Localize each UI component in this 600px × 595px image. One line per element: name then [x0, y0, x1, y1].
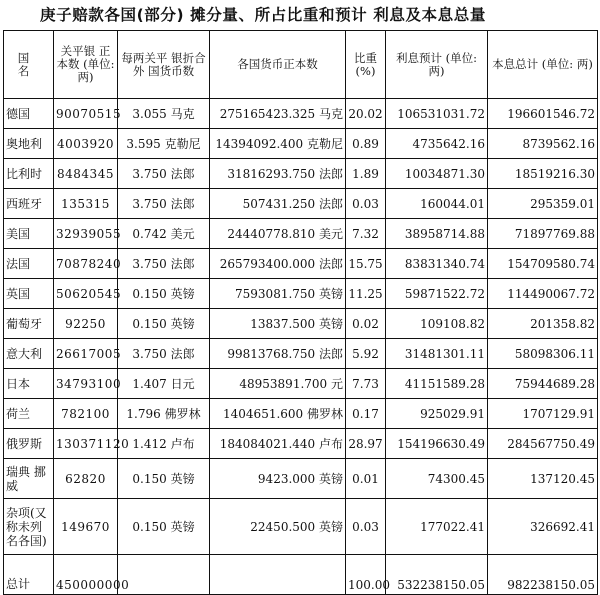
cell-country: 葡萄牙	[4, 309, 54, 339]
cell-rate: 1.796 佛罗林	[118, 399, 210, 429]
cell-currency: 275165423.325 马克	[210, 99, 346, 129]
table-row	[4, 459, 598, 499]
cell-country: 意大利	[4, 339, 54, 369]
cell-rate: 3.750 法郎	[118, 249, 210, 279]
cell-total: 75944689.28	[488, 369, 598, 399]
cell-total: 284567750.49	[488, 429, 598, 459]
table-row	[4, 309, 598, 339]
cell-currency: 31816293.750 法郎	[210, 159, 346, 189]
cell-silver: 135315	[54, 189, 118, 219]
cell-share: 28.97	[346, 429, 386, 459]
cell-rate: 0.150 英镑	[118, 459, 210, 499]
cell-total: 196601546.72	[488, 99, 598, 129]
cell-rate: 3.595 克勒尼	[118, 129, 210, 159]
cell-share: 0.01	[346, 459, 386, 499]
cell-summary-rate-empty	[118, 555, 210, 595]
cell-interest: 177022.41	[386, 499, 488, 555]
cell-interest: 10034871.30	[386, 159, 488, 189]
cell-currency: 13837.500 英镑	[210, 309, 346, 339]
cell-summary-label: 总计	[4, 555, 54, 595]
header-interest: 利息预计 (单位: 两)	[386, 31, 488, 99]
cell-silver: 782100	[54, 399, 118, 429]
cell-currency: 9423.000 英镑	[210, 459, 346, 499]
cell-silver: 149670	[54, 499, 118, 555]
table-row	[4, 99, 598, 129]
cell-currency: 265793400.000 法郎	[210, 249, 346, 279]
cell-country: 荷兰	[4, 399, 54, 429]
cell-total: 114490067.72	[488, 279, 598, 309]
cell-interest: 38958714.88	[386, 219, 488, 249]
cell-country: 奥地利	[4, 129, 54, 159]
cell-country: 比利时	[4, 159, 54, 189]
cell-share: 7.32	[346, 219, 386, 249]
cell-interest: 154196630.49	[386, 429, 488, 459]
cell-silver: 32939055	[54, 219, 118, 249]
cell-total: 137120.45	[488, 459, 598, 499]
cell-rate: 0.150 英镑	[118, 499, 210, 555]
header-total: 本息总计 (单位: 两)	[488, 31, 598, 99]
cell-interest: 106531031.72	[386, 99, 488, 129]
table-row	[4, 159, 598, 189]
cell-rate: 0.150 英镑	[118, 309, 210, 339]
table-header-row	[4, 31, 598, 99]
cell-interest: 59871522.72	[386, 279, 488, 309]
cell-total: 58098306.11	[488, 339, 598, 369]
cell-silver: 92250	[54, 309, 118, 339]
cell-share: 11.25	[346, 279, 386, 309]
cell-silver: 34793100	[54, 369, 118, 399]
cell-currency: 22450.500 英镑	[210, 499, 346, 555]
cell-share: 0.17	[346, 399, 386, 429]
cell-country: 西班牙	[4, 189, 54, 219]
table-row	[4, 249, 598, 279]
cell-currency: 7593081.750 英镑	[210, 279, 346, 309]
cell-rate: 3.750 法郎	[118, 339, 210, 369]
cell-rate: 0.150 英镑	[118, 279, 210, 309]
cell-country: 瑞典 挪威	[4, 459, 54, 499]
cell-interest: 31481301.11	[386, 339, 488, 369]
cell-currency: 99813768.750 法郎	[210, 339, 346, 369]
cell-share: 0.03	[346, 189, 386, 219]
cell-total: 8739562.16	[488, 129, 598, 159]
table-row	[4, 339, 598, 369]
cell-share: 0.02	[346, 309, 386, 339]
cell-interest: 74300.45	[386, 459, 488, 499]
cell-total: 71897769.88	[488, 219, 598, 249]
cell-summary-share: 100.00	[346, 555, 386, 595]
summary-row	[4, 555, 598, 595]
cell-currency: 184084021.440 卢布	[210, 429, 346, 459]
cell-share: 15.75	[346, 249, 386, 279]
cell-currency: 1404651.600 佛罗林	[210, 399, 346, 429]
cell-share: 1.89	[346, 159, 386, 189]
cell-silver: 70878240	[54, 249, 118, 279]
cell-interest: 41151589.28	[386, 369, 488, 399]
cell-currency: 48953891.700 元	[210, 369, 346, 399]
cell-total: 326692.41	[488, 499, 598, 555]
cell-interest: 83831340.74	[386, 249, 488, 279]
cell-share: 0.89	[346, 129, 386, 159]
cell-share: 20.02	[346, 99, 386, 129]
header-country: 国 名	[4, 31, 54, 99]
cell-country: 俄罗斯	[4, 429, 54, 459]
indemnity-table	[3, 30, 598, 595]
cell-share: 7.73	[346, 369, 386, 399]
table-row	[4, 189, 598, 219]
table-row	[4, 399, 598, 429]
table-row	[4, 499, 598, 555]
table-row	[4, 369, 598, 399]
cell-currency: 14394092.400 克勒尼	[210, 129, 346, 159]
header-rate: 每两关平 银折合外 国货币数	[118, 31, 210, 99]
cell-silver: 130371120	[54, 429, 118, 459]
cell-currency: 24440778.810 美元	[210, 219, 346, 249]
cell-country: 杂项(又称未列名各国)	[4, 499, 54, 555]
cell-share: 5.92	[346, 339, 386, 369]
cell-total: 18519216.30	[488, 159, 598, 189]
cell-currency: 507431.250 法郎	[210, 189, 346, 219]
cell-rate: 1.407 日元	[118, 369, 210, 399]
table-row	[4, 279, 598, 309]
cell-country: 美国	[4, 219, 54, 249]
cell-silver: 90070515	[54, 99, 118, 129]
cell-rate: 3.055 马克	[118, 99, 210, 129]
cell-share: 0.03	[346, 499, 386, 555]
cell-interest: 4735642.16	[386, 129, 488, 159]
cell-rate: 3.750 法郎	[118, 159, 210, 189]
cell-interest: 109108.82	[386, 309, 488, 339]
cell-country: 日本	[4, 369, 54, 399]
cell-silver: 62820	[54, 459, 118, 499]
cell-summary-silver: 450000000	[54, 555, 118, 595]
header-silver: 关平银 正本数 (单位: 两)	[54, 31, 118, 99]
cell-silver: 50620545	[54, 279, 118, 309]
cell-country: 法国	[4, 249, 54, 279]
cell-country: 德国	[4, 99, 54, 129]
table-row	[4, 429, 598, 459]
cell-summary-currency-empty	[210, 555, 346, 595]
table-row	[4, 219, 598, 249]
cell-summary-total: 982238150.05	[488, 555, 598, 595]
cell-total: 154709580.74	[488, 249, 598, 279]
header-share: 比重 (%)	[346, 31, 386, 99]
cell-rate: 0.742 美元	[118, 219, 210, 249]
cell-total: 295359.01	[488, 189, 598, 219]
header-currency: 各国货币正本数	[210, 31, 346, 99]
cell-interest: 160044.01	[386, 189, 488, 219]
cell-rate: 3.750 法郎	[118, 189, 210, 219]
cell-country: 英国	[4, 279, 54, 309]
cell-summary-interest: 532238150.05	[386, 555, 488, 595]
page-title: 庚子赔款各国(部分) 摊分量、所占比重和预计 利息及本息总量	[40, 6, 486, 24]
cell-interest: 925029.91	[386, 399, 488, 429]
cell-silver: 8484345	[54, 159, 118, 189]
cell-silver: 4003920	[54, 129, 118, 159]
cell-total: 1707129.91	[488, 399, 598, 429]
cell-rate: 1.412 卢布	[118, 429, 210, 459]
cell-total: 201358.82	[488, 309, 598, 339]
table-row	[4, 129, 598, 159]
cell-silver: 26617005	[54, 339, 118, 369]
